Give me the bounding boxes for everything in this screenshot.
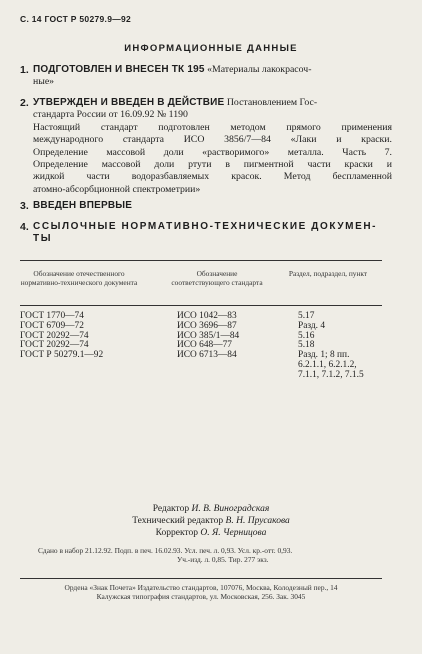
- table-header-rule: [20, 305, 382, 306]
- footer-rule: [20, 578, 382, 579]
- item-heading: ТЫ: [33, 233, 53, 245]
- table-header-international: Обозначение соответствующего стандарта: [171, 269, 263, 287]
- table-cell: ГОСТ 6709—72: [20, 320, 84, 331]
- table-cell: 6.2.1.1, 6.2.1.2,: [298, 359, 357, 370]
- corrector-name: О. Я. Черницова: [200, 528, 267, 539]
- table-cell: ГОСТ 20292—74: [20, 330, 89, 341]
- table-header-section: Раздел, подраздел, пункт: [288, 269, 368, 278]
- table-cell: 5.17: [298, 311, 315, 321]
- table-cell: ИСО 648—77: [177, 340, 232, 351]
- table-cell: ИСО 3696—87: [177, 320, 237, 331]
- item-text: международного стандарта ИСО 3856/7—84 «Лаки и краски.: [33, 134, 392, 146]
- item-text: Определение массовой доли ртути в пигментной части краски и: [33, 159, 392, 171]
- print-imprint: [38, 546, 388, 565]
- item-heading: ПОДГОТОВЛЕН И ВНЕСЕН ТК 195: [33, 64, 205, 75]
- table-cell: ГОСТ 1770—74: [20, 311, 84, 321]
- publisher-footer: [20, 583, 382, 602]
- table-cell: ИСО 6713—84: [177, 350, 237, 361]
- tech-editor-name: В. Н. Прусакова: [225, 516, 290, 527]
- info-item-3: [20, 200, 392, 214]
- table-cell: 5.16: [298, 330, 315, 341]
- table-cell: Разд. 4: [298, 320, 326, 331]
- info-item-4: [20, 221, 392, 249]
- editorial-credits: [0, 503, 422, 540]
- footer-line: Калужская типография стандартов, ул. Московская, 256. Зак. 3045: [96, 592, 306, 602]
- editor-name: И. В. Виноградская: [191, 504, 270, 514]
- running-header: С. 14 ГОСТ Р 50279.9—92: [20, 14, 132, 24]
- item-heading: ВВЕДЕН ВПЕРВЫЕ: [33, 200, 133, 211]
- table-column-gost: [20, 312, 160, 361]
- item-text: Определение массовой доли «растворимого» металла. Часть 7.: [33, 146, 392, 158]
- item-text: Настоящий стандарт подготовлен методом прямого применения: [33, 121, 392, 133]
- table-column-iso: [177, 312, 277, 361]
- table-cell: ИСО 385/1—84: [177, 330, 240, 341]
- item-text: Постановлением Гос-: [226, 97, 318, 108]
- corrector-role: Корректор: [155, 528, 198, 539]
- table-cell: Разд. 1; 8 пп.: [298, 350, 350, 361]
- table-column-section: [298, 312, 388, 381]
- footer-line: Ордена «Знак Почета» Издательство стандартов, 107076, Москва, Колодезный пер., 14: [64, 583, 338, 592]
- item-number: 4.: [20, 221, 29, 233]
- editor-role: Редактор: [152, 504, 190, 514]
- info-item-2: [20, 97, 392, 197]
- info-section-title: ИНФОРМАЦИОННЫЕ ДАННЫЕ: [124, 43, 298, 54]
- item-number: 1.: [20, 64, 29, 76]
- tech-editor-role: Технический редактор: [132, 516, 224, 527]
- table-cell: 7.1.1, 7.1.2, 7.1.5: [298, 369, 364, 380]
- item-text: «Материалы лакокрасоч-: [207, 64, 312, 75]
- item-text: ные»: [33, 76, 55, 88]
- imprint-line: Сдано в набор 21.12.92. Подп. в печ. 16.02.93. Усл. печ. л. 0,93. Усл. кр.-отт. 0,93.: [38, 546, 293, 555]
- item-text: стандарта России от 16.09.92 № 1190: [33, 109, 188, 121]
- item-number: 3.: [20, 200, 29, 212]
- table-cell: ГОСТ Р 50279.1—92: [20, 350, 104, 361]
- item-number: 2.: [20, 97, 29, 109]
- table-cell: 5.18: [298, 340, 315, 351]
- item-text: жидкой части водоразбавляемых красок. Метод беспламенной: [33, 171, 392, 183]
- item-text: атомно-абсорбционной спектрометрии»: [33, 183, 201, 195]
- imprint-line: Уч.-изд. л. 0,85. Тир. 277 экз.: [177, 555, 269, 565]
- item-heading: ССЫЛОЧНЫЕ НОРМАТИВНО-ТЕХНИЧЕСКИЕ ДОКУМЕН-: [33, 221, 378, 232]
- table-header-national: Обозначение отечественного нормативно-технического документа: [20, 269, 138, 287]
- table-cell: ИСО 1042—83: [177, 311, 237, 321]
- item-heading: УТВЕРЖДЕН И ВВЕДЕН В ДЕЙСТВИЕ: [33, 97, 225, 108]
- table-top-rule: [20, 260, 382, 261]
- info-item-1: [20, 64, 392, 90]
- table-cell: ГОСТ 20292—74: [20, 340, 89, 351]
